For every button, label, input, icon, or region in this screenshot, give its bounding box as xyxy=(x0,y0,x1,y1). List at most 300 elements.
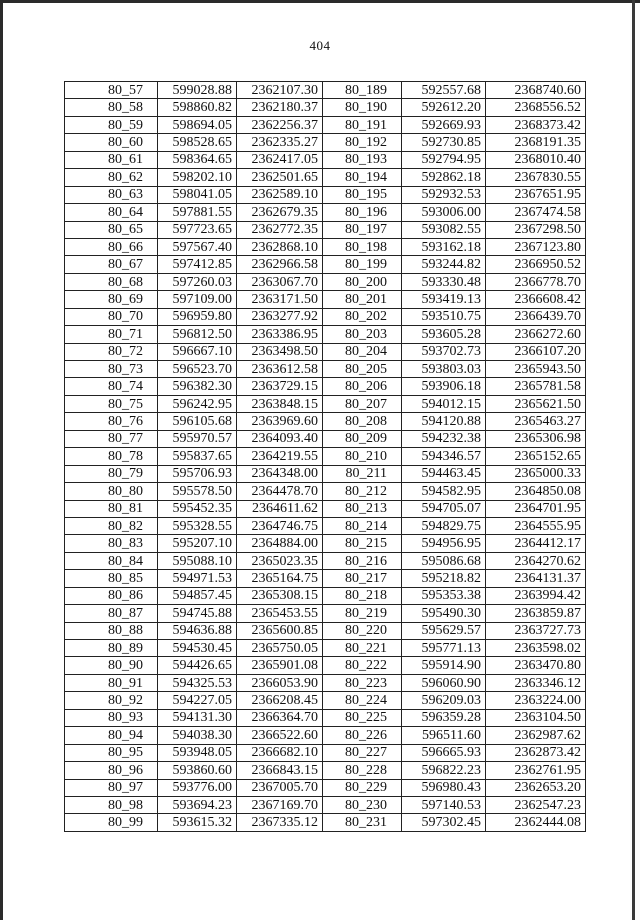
y-coordinate-right-cell: 2366608.42 xyxy=(486,291,586,308)
point-id-left-cell: 80_73 xyxy=(65,361,158,378)
x-coordinate-right-cell: 594232.38 xyxy=(402,430,486,447)
table-row xyxy=(65,814,586,831)
point-id-left-cell: 80_62 xyxy=(65,169,158,186)
point-id-right-cell: 80_192 xyxy=(323,134,402,151)
x-coordinate-left-cell: 595088.10 xyxy=(158,552,237,569)
y-coordinate-left-cell: 2365901.08 xyxy=(237,657,323,674)
x-coordinate-right-cell: 594829.75 xyxy=(402,517,486,534)
point-id-left-cell: 80_65 xyxy=(65,221,158,238)
point-id-left-cell: 80_74 xyxy=(65,378,158,395)
point-id-right-cell: 80_203 xyxy=(323,326,402,343)
table-row xyxy=(65,395,586,412)
x-coordinate-left-cell: 599028.88 xyxy=(158,82,237,99)
x-coordinate-left-cell: 594325.53 xyxy=(158,674,237,691)
point-id-left-cell: 80_72 xyxy=(65,343,158,360)
point-id-left-cell: 80_61 xyxy=(65,151,158,168)
point-id-left-cell: 80_98 xyxy=(65,796,158,813)
x-coordinate-left-cell: 596105.68 xyxy=(158,413,237,430)
x-coordinate-left-cell: 595837.65 xyxy=(158,448,237,465)
point-id-right-cell: 80_216 xyxy=(323,552,402,569)
point-id-right-cell: 80_222 xyxy=(323,657,402,674)
point-id-right-cell: 80_209 xyxy=(323,430,402,447)
y-coordinate-right-cell: 2364131.37 xyxy=(486,570,586,587)
x-coordinate-left-cell: 594426.65 xyxy=(158,657,237,674)
point-id-right-cell: 80_225 xyxy=(323,709,402,726)
point-id-left-cell: 80_63 xyxy=(65,186,158,203)
y-coordinate-left-cell: 2364348.00 xyxy=(237,465,323,482)
y-coordinate-left-cell: 2362589.10 xyxy=(237,186,323,203)
y-coordinate-right-cell: 2366439.70 xyxy=(486,308,586,325)
x-coordinate-left-cell: 597109.00 xyxy=(158,291,237,308)
x-coordinate-left-cell: 594857.45 xyxy=(158,587,237,604)
point-id-left-cell: 80_64 xyxy=(65,204,158,221)
table-row xyxy=(65,99,586,116)
table-row xyxy=(65,116,586,133)
y-coordinate-left-cell: 2367169.70 xyxy=(237,796,323,813)
point-id-right-cell: 80_212 xyxy=(323,483,402,500)
y-coordinate-left-cell: 2364219.55 xyxy=(237,448,323,465)
y-coordinate-left-cell: 2366053.90 xyxy=(237,674,323,691)
table-row xyxy=(65,169,586,186)
x-coordinate-left-cell: 596812.50 xyxy=(158,326,237,343)
x-coordinate-right-cell: 594346.57 xyxy=(402,448,486,465)
y-coordinate-left-cell: 2366522.60 xyxy=(237,727,323,744)
x-coordinate-left-cell: 596959.80 xyxy=(158,308,237,325)
point-id-right-cell: 80_202 xyxy=(323,308,402,325)
table-row xyxy=(65,186,586,203)
point-id-left-cell: 80_70 xyxy=(65,308,158,325)
point-id-right-cell: 80_217 xyxy=(323,570,402,587)
x-coordinate-right-cell: 592862.18 xyxy=(402,169,486,186)
x-coordinate-right-cell: 595218.82 xyxy=(402,570,486,587)
x-coordinate-left-cell: 597723.65 xyxy=(158,221,237,238)
point-id-right-cell: 80_221 xyxy=(323,640,402,657)
point-id-right-cell: 80_205 xyxy=(323,361,402,378)
point-id-right-cell: 80_197 xyxy=(323,221,402,238)
x-coordinate-left-cell: 593776.00 xyxy=(158,779,237,796)
table-row xyxy=(65,744,586,761)
point-id-right-cell: 80_228 xyxy=(323,762,402,779)
y-coordinate-left-cell: 2363386.95 xyxy=(237,326,323,343)
x-coordinate-left-cell: 593615.32 xyxy=(158,814,237,831)
y-coordinate-right-cell: 2363224.00 xyxy=(486,692,586,709)
x-coordinate-left-cell: 594131.30 xyxy=(158,709,237,726)
point-id-right-cell: 80_199 xyxy=(323,256,402,273)
table-row xyxy=(65,570,586,587)
x-coordinate-right-cell: 593330.48 xyxy=(402,273,486,290)
point-id-right-cell: 80_200 xyxy=(323,273,402,290)
x-coordinate-left-cell: 598041.05 xyxy=(158,186,237,203)
x-coordinate-right-cell: 597140.53 xyxy=(402,796,486,813)
point-id-left-cell: 80_69 xyxy=(65,291,158,308)
y-coordinate-right-cell: 2367123.80 xyxy=(486,238,586,255)
y-coordinate-right-cell: 2368740.60 xyxy=(486,82,586,99)
y-coordinate-left-cell: 2363612.58 xyxy=(237,361,323,378)
point-id-left-cell: 80_81 xyxy=(65,500,158,517)
y-coordinate-left-cell: 2363729.15 xyxy=(237,378,323,395)
point-id-left-cell: 80_96 xyxy=(65,762,158,779)
x-coordinate-left-cell: 594227.05 xyxy=(158,692,237,709)
y-coordinate-left-cell: 2362417.05 xyxy=(237,151,323,168)
point-id-right-cell: 80_193 xyxy=(323,151,402,168)
x-coordinate-right-cell: 593702.73 xyxy=(402,343,486,360)
point-id-right-cell: 80_204 xyxy=(323,343,402,360)
x-coordinate-right-cell: 595086.68 xyxy=(402,552,486,569)
scan-edge-left xyxy=(0,0,3,920)
table-row xyxy=(65,517,586,534)
table-row xyxy=(65,605,586,622)
point-id-left-cell: 80_85 xyxy=(65,570,158,587)
y-coordinate-left-cell: 2363969.60 xyxy=(237,413,323,430)
point-id-left-cell: 80_76 xyxy=(65,413,158,430)
y-coordinate-left-cell: 2365308.15 xyxy=(237,587,323,604)
y-coordinate-left-cell: 2364093.40 xyxy=(237,430,323,447)
point-id-left-cell: 80_78 xyxy=(65,448,158,465)
point-id-right-cell: 80_191 xyxy=(323,116,402,133)
y-coordinate-right-cell: 2368191.35 xyxy=(486,134,586,151)
y-coordinate-left-cell: 2366208.45 xyxy=(237,692,323,709)
table-row xyxy=(65,221,586,238)
x-coordinate-left-cell: 595578.50 xyxy=(158,483,237,500)
point-id-right-cell: 80_189 xyxy=(323,82,402,99)
y-coordinate-left-cell: 2362966.58 xyxy=(237,256,323,273)
y-coordinate-right-cell: 2365943.50 xyxy=(486,361,586,378)
x-coordinate-left-cell: 597260.03 xyxy=(158,273,237,290)
y-coordinate-right-cell: 2365781.58 xyxy=(486,378,586,395)
point-id-right-cell: 80_226 xyxy=(323,727,402,744)
y-coordinate-left-cell: 2365600.85 xyxy=(237,622,323,639)
y-coordinate-left-cell: 2362256.37 xyxy=(237,116,323,133)
point-id-left-cell: 80_89 xyxy=(65,640,158,657)
point-id-left-cell: 80_59 xyxy=(65,116,158,133)
point-id-left-cell: 80_83 xyxy=(65,535,158,552)
table-row xyxy=(65,640,586,657)
y-coordinate-right-cell: 2362444.08 xyxy=(486,814,586,831)
table-row xyxy=(65,308,586,325)
x-coordinate-left-cell: 597881.55 xyxy=(158,204,237,221)
x-coordinate-left-cell: 596382.30 xyxy=(158,378,237,395)
x-coordinate-right-cell: 596822.23 xyxy=(402,762,486,779)
table-row xyxy=(65,622,586,639)
y-coordinate-right-cell: 2368556.52 xyxy=(486,99,586,116)
coordinates-table-body xyxy=(65,82,586,832)
point-id-left-cell: 80_66 xyxy=(65,238,158,255)
x-coordinate-right-cell: 592794.95 xyxy=(402,151,486,168)
point-id-left-cell: 80_91 xyxy=(65,674,158,691)
point-id-right-cell: 80_219 xyxy=(323,605,402,622)
point-id-right-cell: 80_231 xyxy=(323,814,402,831)
x-coordinate-right-cell: 596060.90 xyxy=(402,674,486,691)
y-coordinate-left-cell: 2362679.35 xyxy=(237,204,323,221)
y-coordinate-right-cell: 2368010.40 xyxy=(486,151,586,168)
x-coordinate-right-cell: 593510.75 xyxy=(402,308,486,325)
point-id-right-cell: 80_214 xyxy=(323,517,402,534)
point-id-left-cell: 80_92 xyxy=(65,692,158,709)
point-id-left-cell: 80_90 xyxy=(65,657,158,674)
coordinates-table xyxy=(64,81,586,832)
y-coordinate-right-cell: 2365306.98 xyxy=(486,430,586,447)
point-id-left-cell: 80_77 xyxy=(65,430,158,447)
point-id-right-cell: 80_198 xyxy=(323,238,402,255)
point-id-right-cell: 80_194 xyxy=(323,169,402,186)
y-coordinate-right-cell: 2366272.60 xyxy=(486,326,586,343)
point-id-right-cell: 80_208 xyxy=(323,413,402,430)
point-id-right-cell: 80_196 xyxy=(323,204,402,221)
y-coordinate-right-cell: 2364701.95 xyxy=(486,500,586,517)
y-coordinate-left-cell: 2365164.75 xyxy=(237,570,323,587)
y-coordinate-right-cell: 2362761.95 xyxy=(486,762,586,779)
scan-edge-top xyxy=(0,0,640,3)
point-id-left-cell: 80_94 xyxy=(65,727,158,744)
y-coordinate-left-cell: 2365750.05 xyxy=(237,640,323,657)
point-id-right-cell: 80_206 xyxy=(323,378,402,395)
y-coordinate-left-cell: 2363171.50 xyxy=(237,291,323,308)
table-row xyxy=(65,535,586,552)
x-coordinate-left-cell: 598860.82 xyxy=(158,99,237,116)
point-id-right-cell: 80_218 xyxy=(323,587,402,604)
x-coordinate-right-cell: 593006.00 xyxy=(402,204,486,221)
table-row xyxy=(65,361,586,378)
table-row xyxy=(65,151,586,168)
x-coordinate-left-cell: 594636.88 xyxy=(158,622,237,639)
x-coordinate-left-cell: 594971.53 xyxy=(158,570,237,587)
y-coordinate-right-cell: 2362873.42 xyxy=(486,744,586,761)
point-id-right-cell: 80_207 xyxy=(323,395,402,412)
x-coordinate-right-cell: 596359.28 xyxy=(402,709,486,726)
x-coordinate-right-cell: 597302.45 xyxy=(402,814,486,831)
x-coordinate-right-cell: 595353.38 xyxy=(402,587,486,604)
table-row xyxy=(65,692,586,709)
table-row xyxy=(65,82,586,99)
table-row xyxy=(65,796,586,813)
x-coordinate-right-cell: 593906.18 xyxy=(402,378,486,395)
x-coordinate-left-cell: 596667.10 xyxy=(158,343,237,360)
y-coordinate-right-cell: 2363859.87 xyxy=(486,605,586,622)
y-coordinate-right-cell: 2362987.62 xyxy=(486,727,586,744)
y-coordinate-right-cell: 2363346.12 xyxy=(486,674,586,691)
x-coordinate-right-cell: 594120.88 xyxy=(402,413,486,430)
y-coordinate-left-cell: 2366682.10 xyxy=(237,744,323,761)
y-coordinate-left-cell: 2363277.92 xyxy=(237,308,323,325)
x-coordinate-left-cell: 595706.93 xyxy=(158,465,237,482)
point-id-left-cell: 80_95 xyxy=(65,744,158,761)
x-coordinate-right-cell: 592612.20 xyxy=(402,99,486,116)
x-coordinate-left-cell: 598364.65 xyxy=(158,151,237,168)
y-coordinate-right-cell: 2367298.50 xyxy=(486,221,586,238)
table-row xyxy=(65,552,586,569)
y-coordinate-right-cell: 2364412.17 xyxy=(486,535,586,552)
table-row xyxy=(65,378,586,395)
y-coordinate-right-cell: 2363104.50 xyxy=(486,709,586,726)
x-coordinate-right-cell: 596511.60 xyxy=(402,727,486,744)
x-coordinate-left-cell: 598202.10 xyxy=(158,169,237,186)
page-number: 404 xyxy=(309,38,331,53)
x-coordinate-right-cell: 592557.68 xyxy=(402,82,486,99)
y-coordinate-left-cell: 2364884.00 xyxy=(237,535,323,552)
x-coordinate-right-cell: 595629.57 xyxy=(402,622,486,639)
x-coordinate-right-cell: 593803.03 xyxy=(402,361,486,378)
point-id-left-cell: 80_80 xyxy=(65,483,158,500)
point-id-left-cell: 80_86 xyxy=(65,587,158,604)
y-coordinate-left-cell: 2362772.35 xyxy=(237,221,323,238)
x-coordinate-left-cell: 597567.40 xyxy=(158,238,237,255)
table-row xyxy=(65,657,586,674)
x-coordinate-right-cell: 592669.93 xyxy=(402,116,486,133)
point-id-right-cell: 80_224 xyxy=(323,692,402,709)
x-coordinate-right-cell: 595771.13 xyxy=(402,640,486,657)
point-id-right-cell: 80_230 xyxy=(323,796,402,813)
y-coordinate-left-cell: 2362180.37 xyxy=(237,99,323,116)
x-coordinate-left-cell: 596523.70 xyxy=(158,361,237,378)
point-id-right-cell: 80_229 xyxy=(323,779,402,796)
point-id-left-cell: 80_93 xyxy=(65,709,158,726)
table-row xyxy=(65,779,586,796)
point-id-left-cell: 80_60 xyxy=(65,134,158,151)
y-coordinate-left-cell: 2363498.50 xyxy=(237,343,323,360)
point-id-right-cell: 80_195 xyxy=(323,186,402,203)
y-coordinate-right-cell: 2362547.23 xyxy=(486,796,586,813)
y-coordinate-left-cell: 2362107.30 xyxy=(237,82,323,99)
table-row xyxy=(65,674,586,691)
x-coordinate-left-cell: 595452.35 xyxy=(158,500,237,517)
point-id-right-cell: 80_190 xyxy=(323,99,402,116)
x-coordinate-right-cell: 594705.07 xyxy=(402,500,486,517)
y-coordinate-right-cell: 2363470.80 xyxy=(486,657,586,674)
y-coordinate-right-cell: 2365463.27 xyxy=(486,413,586,430)
table-row xyxy=(65,291,586,308)
table-row xyxy=(65,238,586,255)
table-row xyxy=(65,413,586,430)
point-id-left-cell: 80_57 xyxy=(65,82,158,99)
y-coordinate-right-cell: 2367830.55 xyxy=(486,169,586,186)
x-coordinate-right-cell: 592932.53 xyxy=(402,186,486,203)
x-coordinate-left-cell: 594530.45 xyxy=(158,640,237,657)
table-row xyxy=(65,343,586,360)
y-coordinate-left-cell: 2367335.12 xyxy=(237,814,323,831)
point-id-left-cell: 80_75 xyxy=(65,395,158,412)
x-coordinate-left-cell: 596242.95 xyxy=(158,395,237,412)
point-id-left-cell: 80_84 xyxy=(65,552,158,569)
x-coordinate-right-cell: 595914.90 xyxy=(402,657,486,674)
y-coordinate-right-cell: 2364270.62 xyxy=(486,552,586,569)
y-coordinate-right-cell: 2365000.33 xyxy=(486,465,586,482)
point-id-right-cell: 80_227 xyxy=(323,744,402,761)
table-row xyxy=(65,500,586,517)
point-id-left-cell: 80_87 xyxy=(65,605,158,622)
point-id-right-cell: 80_220 xyxy=(323,622,402,639)
x-coordinate-right-cell: 593162.18 xyxy=(402,238,486,255)
y-coordinate-right-cell: 2367474.58 xyxy=(486,204,586,221)
x-coordinate-left-cell: 594038.30 xyxy=(158,727,237,744)
y-coordinate-left-cell: 2363848.15 xyxy=(237,395,323,412)
x-coordinate-right-cell: 594582.95 xyxy=(402,483,486,500)
x-coordinate-left-cell: 593860.60 xyxy=(158,762,237,779)
y-coordinate-right-cell: 2362653.20 xyxy=(486,779,586,796)
point-id-right-cell: 80_210 xyxy=(323,448,402,465)
x-coordinate-left-cell: 598694.05 xyxy=(158,116,237,133)
table-row xyxy=(65,448,586,465)
y-coordinate-right-cell: 2366107.20 xyxy=(486,343,586,360)
y-coordinate-left-cell: 2364478.70 xyxy=(237,483,323,500)
x-coordinate-right-cell: 592730.85 xyxy=(402,134,486,151)
y-coordinate-left-cell: 2365023.35 xyxy=(237,552,323,569)
point-id-right-cell: 80_215 xyxy=(323,535,402,552)
y-coordinate-left-cell: 2362868.10 xyxy=(237,238,323,255)
table-row xyxy=(65,483,586,500)
x-coordinate-right-cell: 596665.93 xyxy=(402,744,486,761)
table-row xyxy=(65,326,586,343)
point-id-left-cell: 80_68 xyxy=(65,273,158,290)
scan-edge-right xyxy=(632,0,635,920)
point-id-left-cell: 80_79 xyxy=(65,465,158,482)
y-coordinate-right-cell: 2365152.65 xyxy=(486,448,586,465)
y-coordinate-right-cell: 2363727.73 xyxy=(486,622,586,639)
y-coordinate-right-cell: 2364555.95 xyxy=(486,517,586,534)
point-id-right-cell: 80_211 xyxy=(323,465,402,482)
point-id-left-cell: 80_99 xyxy=(65,814,158,831)
y-coordinate-left-cell: 2362335.27 xyxy=(237,134,323,151)
table-row xyxy=(65,204,586,221)
point-id-left-cell: 80_97 xyxy=(65,779,158,796)
y-coordinate-right-cell: 2363598.02 xyxy=(486,640,586,657)
x-coordinate-left-cell: 598528.65 xyxy=(158,134,237,151)
y-coordinate-left-cell: 2364611.62 xyxy=(237,500,323,517)
y-coordinate-left-cell: 2366843.15 xyxy=(237,762,323,779)
table-row xyxy=(65,727,586,744)
table-row xyxy=(65,273,586,290)
y-coordinate-left-cell: 2362501.65 xyxy=(237,169,323,186)
y-coordinate-right-cell: 2363994.42 xyxy=(486,587,586,604)
y-coordinate-right-cell: 2368373.42 xyxy=(486,116,586,133)
x-coordinate-right-cell: 594012.15 xyxy=(402,395,486,412)
x-coordinate-right-cell: 593082.55 xyxy=(402,221,486,238)
y-coordinate-left-cell: 2363067.70 xyxy=(237,273,323,290)
point-id-right-cell: 80_223 xyxy=(323,674,402,691)
point-id-left-cell: 80_88 xyxy=(65,622,158,639)
table-row xyxy=(65,587,586,604)
x-coordinate-right-cell: 593419.13 xyxy=(402,291,486,308)
x-coordinate-left-cell: 593948.05 xyxy=(158,744,237,761)
x-coordinate-left-cell: 594745.88 xyxy=(158,605,237,622)
y-coordinate-right-cell: 2367651.95 xyxy=(486,186,586,203)
y-coordinate-left-cell: 2365453.55 xyxy=(237,605,323,622)
point-id-left-cell: 80_82 xyxy=(65,517,158,534)
y-coordinate-left-cell: 2364746.75 xyxy=(237,517,323,534)
table-row xyxy=(65,709,586,726)
x-coordinate-left-cell: 597412.85 xyxy=(158,256,237,273)
y-coordinate-right-cell: 2366950.52 xyxy=(486,256,586,273)
y-coordinate-left-cell: 2366364.70 xyxy=(237,709,323,726)
y-coordinate-right-cell: 2365621.50 xyxy=(486,395,586,412)
y-coordinate-right-cell: 2364850.08 xyxy=(486,483,586,500)
x-coordinate-left-cell: 595207.10 xyxy=(158,535,237,552)
point-id-right-cell: 80_201 xyxy=(323,291,402,308)
x-coordinate-left-cell: 593694.23 xyxy=(158,796,237,813)
x-coordinate-right-cell: 594463.45 xyxy=(402,465,486,482)
y-coordinate-left-cell: 2367005.70 xyxy=(237,779,323,796)
table-row xyxy=(65,134,586,151)
x-coordinate-right-cell: 596209.03 xyxy=(402,692,486,709)
point-id-left-cell: 80_67 xyxy=(65,256,158,273)
table-row xyxy=(65,256,586,273)
x-coordinate-left-cell: 595328.55 xyxy=(158,517,237,534)
x-coordinate-left-cell: 595970.57 xyxy=(158,430,237,447)
point-id-left-cell: 80_58 xyxy=(65,99,158,116)
table-row xyxy=(65,430,586,447)
table-row xyxy=(65,762,586,779)
x-coordinate-right-cell: 593244.82 xyxy=(402,256,486,273)
x-coordinate-right-cell: 593605.28 xyxy=(402,326,486,343)
